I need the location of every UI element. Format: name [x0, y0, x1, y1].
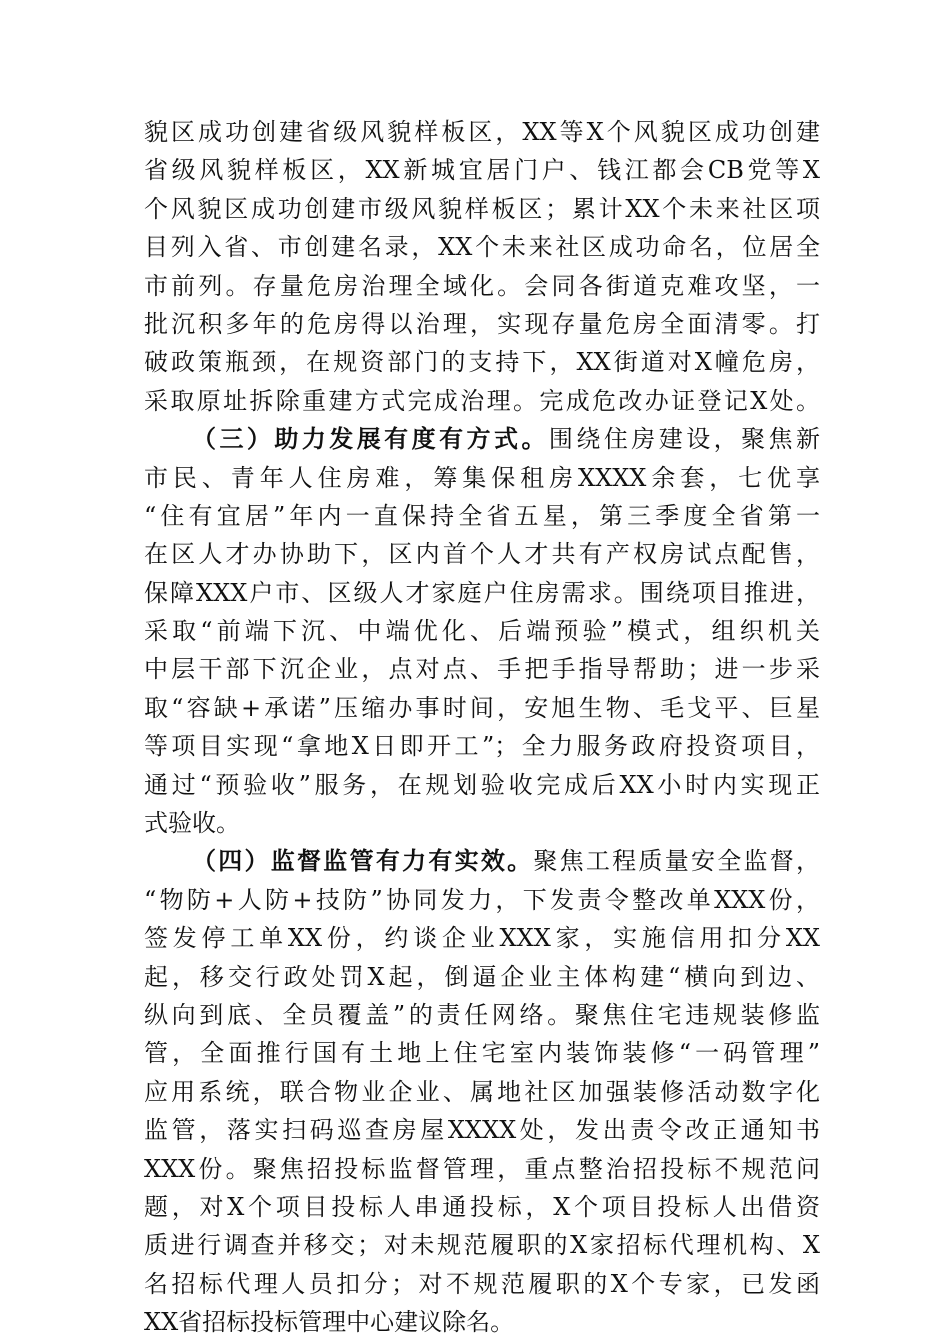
text-line: “物防+人防+技防”协同发力，下发责令整改单XXX份， [144, 885, 820, 914]
paragraph-first-line [144, 420, 820, 458]
text-line: 采取“前端下沉、中端优化、后端预验”模式，组织机关 [144, 617, 820, 646]
text-line: 破政策瓶颈，在规资部门的支持下，XX街道对X幢危房， [144, 348, 820, 377]
section-heading-3: （三）助力发展有度有方式。 [192, 424, 549, 454]
text-line: 貌区成功创建省级风貌样板区，XX等X个风貌区成功创建 [144, 118, 820, 146]
text-line: 签发停工单XX份，约谈企业XXX家，实施信用扣分XX [144, 924, 820, 953]
text-line: 通过“预验收”服务，在规划验收完成后XX小时内实现正 [144, 770, 820, 799]
text-line: 省级风貌样板区，XX新城宜居门户、钱江都会CB党等X [144, 156, 820, 185]
text-line: 等项目实现“拿地X日即开工”；全力服务政府投资项目， [144, 732, 820, 761]
text-line: 批沉积多年的危房得以治理，实现存量危房全面清零。打 [144, 309, 820, 338]
text-line: 应用系统，联合物业企业、属地社区加强装修活动数字化 [144, 1077, 820, 1106]
text-line: 题，对X个项目投标人串通投标，X个项目投标人出借资 [144, 1192, 820, 1221]
text-line: XX省招标投标管理中心建议除名。 [144, 1308, 515, 1337]
text-line: “住有宜居”年内一直保持全省五星，第三季度全省第一 [144, 501, 820, 530]
text-line: 监管，落实扫码巡查房屋XXXX处，发出责令改正通知书 [144, 1116, 820, 1145]
text-line: 采取原址拆除重建方式完成治理。完成危改办证登记X处。 [144, 386, 820, 415]
text-line: 在区人才办协助下，区内首个人才共有产权房试点配售， [144, 540, 820, 569]
text-line: 中层干部下沉企业，点对点、手把手指导帮助；进一步采 [144, 655, 820, 684]
paragraph-first-line [144, 842, 820, 880]
text-line: 目列入省、市创建名录，XX个未来社区成功命名，位居全 [144, 233, 820, 262]
text-line: 起，移交行政处罚X起，倒逼企业主体构建“横向到边、 [144, 962, 820, 991]
text-line: 市民、青年人住房难，筹集保租房XXXX余套，七优享 [144, 463, 820, 492]
text-line: 保障XXX户市、区级人才家庭户住房需求。围绕项目推进， [144, 578, 820, 607]
text-line: 管，全面推行国有土地上住宅室内装饰装修“一码管理” [144, 1039, 820, 1068]
text-line: 式验收。 [144, 809, 240, 838]
text-fragment: 聚焦工程质量安全监督， [533, 847, 820, 876]
text-line: 名招标代理人员扣分；对不规范履职的X个专家，已发函 [144, 1269, 820, 1298]
text-line: 质进行调查并移交；对未规范履职的X家招标代理机构、X [144, 1231, 820, 1260]
text-line: 取“容缺+承诺”压缩办事时间，安旭生物、毛戈平、巨星 [144, 693, 820, 722]
body-text [144, 113, 820, 1342]
section-heading-4: （四）监督监管有力有实效。 [192, 846, 534, 876]
text-line: 纵向到底、全员覆盖”的责任网络。聚焦住宅违规装修监 [144, 1000, 820, 1029]
text-fragment: 围绕住房建设，聚焦新 [548, 425, 820, 454]
text-line: 市前列。存量危房治理全域化。会同各街道克难攻坚，一 [144, 271, 820, 300]
text-line: 个风貌区成功创建市级风貌样板区；累计XX个未来社区项 [144, 194, 820, 223]
text-line: XXX份。聚焦招投标监督管理，重点整治招投标不规范问 [144, 1154, 820, 1183]
